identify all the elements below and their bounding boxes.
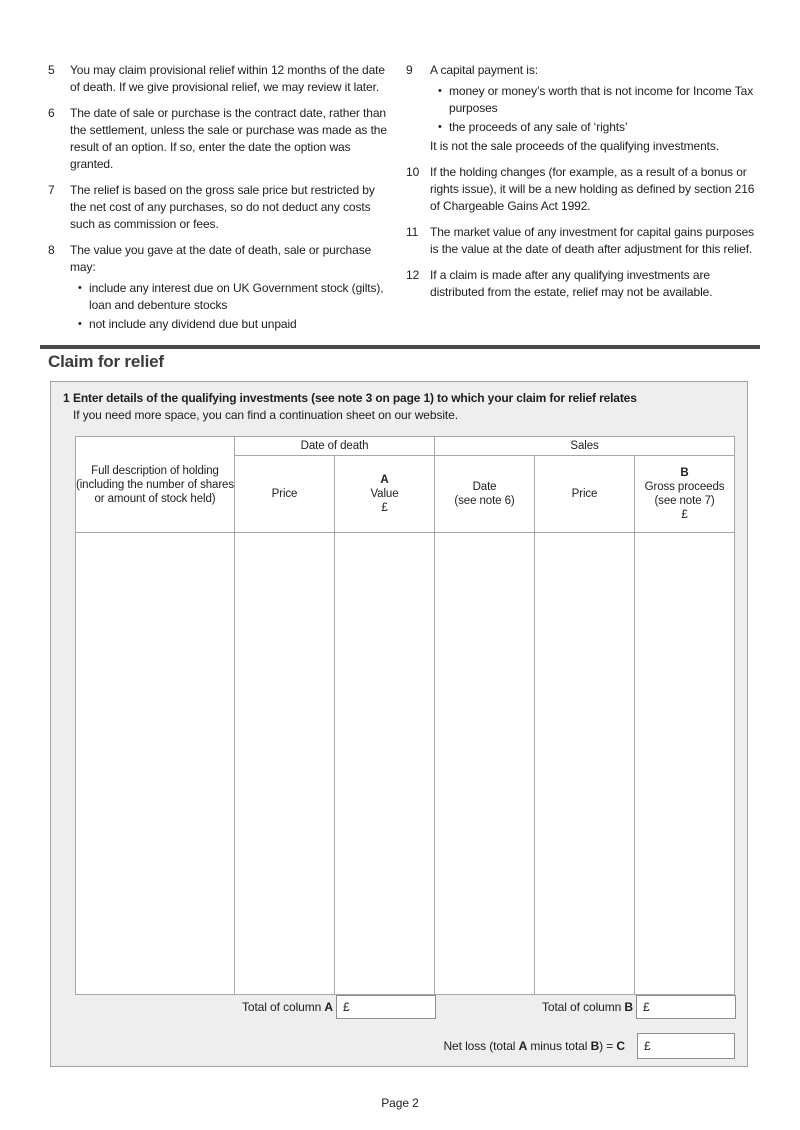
column-a-letter: A	[380, 474, 389, 486]
note-bullet-list	[78, 280, 394, 333]
question-heading	[63, 391, 637, 405]
total-a-letter: A	[324, 1000, 333, 1014]
note-number: 5	[48, 63, 55, 77]
total-a-label: Total of column A	[241, 1000, 333, 1014]
holding-description-cell[interactable]	[76, 533, 235, 995]
note-11	[406, 224, 760, 258]
column-a-label: Value	[370, 488, 399, 500]
note-bullet-list	[438, 83, 760, 136]
note-text: A capital payment is:	[430, 63, 538, 77]
note-number: 12	[406, 268, 420, 282]
total-b-label: Total of column B	[541, 1000, 633, 1014]
notes-section	[48, 62, 760, 344]
sale-date-label: Date	[472, 481, 497, 493]
pound-symbol: £	[643, 1000, 650, 1014]
page-number: Page 2	[381, 1096, 419, 1110]
notes-column-right	[406, 62, 760, 344]
column-b-header	[635, 456, 735, 533]
note-number: 8	[48, 243, 55, 257]
column-a-currency: £	[381, 502, 388, 514]
note-text: The market value of any investment for capital gains purposes is the value at the date of death after adjustment for this relief.	[430, 225, 755, 256]
death-price-column-header: Price	[235, 456, 335, 533]
sale-date-column-header	[435, 456, 535, 533]
description-column-header: Full description of holding (including the number of shares or amount of stock held)	[76, 437, 235, 533]
question-heading-text: Enter details of the qualifying investments (see note 3 on page 1) to which your claim for relief relates	[73, 391, 637, 405]
section-divider	[40, 345, 760, 349]
total-a-input[interactable]	[354, 996, 435, 1018]
total-b-field	[636, 995, 736, 1019]
bullet-item: • not include any dividend due but unpaid	[78, 316, 394, 333]
note-8	[48, 242, 394, 335]
death-value-a-cell[interactable]	[335, 533, 435, 995]
note-number: 6	[48, 106, 55, 120]
note-12	[406, 267, 760, 301]
net-loss-input[interactable]	[655, 1034, 734, 1058]
note-5	[48, 62, 394, 96]
note-number: 11	[406, 225, 419, 239]
notes-column-left	[48, 62, 394, 344]
total-b-input[interactable]	[654, 996, 735, 1018]
note-text: If a claim is made after any qualifying investments are distributed from the estate, relief may not be available.	[430, 268, 713, 299]
note-text: You may claim provisional relief within 12 months of the date of death. If we give provisional relief, we may review it later.	[70, 63, 385, 94]
note-text: The relief is based on the gross sale price but restricted by the net cost of any purchases, so do not deduct any costs such as commission or fees.	[70, 183, 375, 231]
pound-symbol: £	[644, 1039, 651, 1053]
note-9	[406, 62, 760, 155]
column-a-header	[335, 456, 435, 533]
question-box	[50, 381, 748, 1067]
total-a-field	[336, 995, 436, 1019]
note-6	[48, 105, 394, 173]
column-b-note: (see note 7)	[654, 495, 715, 507]
bullet-item: • include any interest due on UK Government stock (gilts), loan and debenture stocks	[78, 280, 394, 314]
column-b-letter: B	[680, 467, 689, 479]
sales-group-header: Sales	[435, 437, 735, 456]
date-of-death-group-header: Date of death	[235, 437, 435, 456]
death-price-cell[interactable]	[235, 533, 335, 995]
sale-date-cell[interactable]	[435, 533, 535, 995]
note-text: The date of sale or purchase is the contract date, rather than the settlement, unless the sale or purchase was made as the result of an option. If so, enter the date the option was granted.	[70, 106, 387, 171]
bullet-item: • the proceeds of any sale of ‘rights’	[438, 119, 760, 136]
note-text: The value you gave at the date of death, sale or purchase may:	[70, 243, 372, 274]
total-b-letter: B	[624, 1000, 633, 1014]
note-number: 9	[406, 63, 413, 77]
question-subheading: If you need more space, you can find a continuation sheet on our website.	[73, 408, 458, 422]
sale-price-cell[interactable]	[535, 533, 635, 995]
bullet-item: • money or money’s worth that is not income for Income Tax purposes	[438, 83, 760, 117]
net-loss-label: Net loss (total A minus total B) = C	[443, 1039, 625, 1053]
note-text: If the holding changes (for example, as a result of a bonus or rights issue), it will be a new holding as defined by section 216 of Chargeable Gains Act 1992.	[430, 165, 755, 213]
pound-symbol: £	[343, 1000, 350, 1014]
note-10	[406, 164, 760, 215]
note-number: 10	[406, 165, 420, 179]
question-number: 1	[63, 391, 70, 405]
section-title: Claim for relief	[48, 352, 164, 371]
net-loss-field	[637, 1033, 735, 1059]
table-row	[76, 533, 735, 995]
note-number: 7	[48, 183, 55, 197]
note-7	[48, 182, 394, 233]
note-text: It is not the sale proceeds of the qualifying investments.	[430, 139, 720, 153]
column-b-label: Gross proceeds	[644, 481, 725, 493]
investments-table	[75, 436, 735, 995]
gross-proceeds-b-cell[interactable]	[635, 533, 735, 995]
net-loss-letter: C	[616, 1039, 625, 1053]
sale-price-column-header: Price	[535, 456, 635, 533]
column-b-currency: £	[681, 509, 688, 521]
sale-date-note: (see note 6)	[454, 495, 515, 507]
